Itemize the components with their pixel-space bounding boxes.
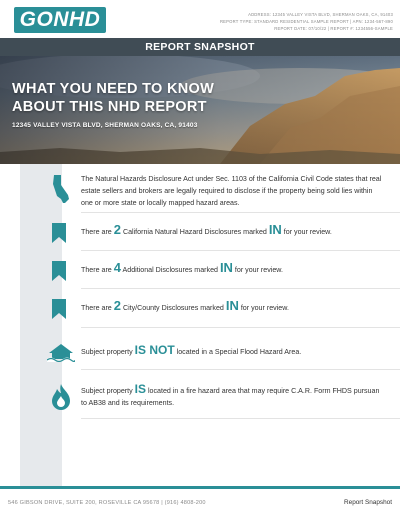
fire-icon [50,384,72,412]
fire-line-2: to AB38 and its requirements. [81,399,175,407]
summary-pre: There are [81,228,114,236]
intro-line-3: one or more state or locally mapped hazard areas. [81,199,240,207]
divider [81,250,400,251]
fire-post: located in a fire hazard area that may require C.A.R. Form FHDS pursuan [145,387,380,395]
fire-pre: Subject property [81,387,135,395]
fire-zone-status [81,383,399,409]
left-rail [20,164,62,486]
divider [81,288,400,289]
meta-report-date: REPORT DATE: 07/10/22 | REPORT #: 1234556-SAMPLE [274,26,393,31]
bookmark-icon [52,299,66,319]
disclosure-summary-2 [81,260,284,276]
page-header [0,0,400,38]
logo-text: GONHD [19,8,101,31]
report-snapshot-title: REPORT SNAPSHOT [145,41,255,53]
summary-mid: Additional Disclosures marked [120,266,220,274]
summary-mid: City/County Disclosures marked [120,304,226,312]
disclosure-count: 2 [113,298,121,313]
disclosure-count: 2 [113,222,121,237]
intro-line-2: estate sellers and brokers are legally required to disclose if the property being sold lies within [81,187,373,195]
summary-post: for your review. [232,266,284,274]
report-meta [220,11,393,32]
disclosure-summary-3 [81,298,289,314]
summary-pre: There are [81,266,114,274]
footer-address: 546 GIBSON DRIVE, SUITE 200, ROSEVILLE CA 95678 | (916) 4808-200 [8,500,206,506]
intro-line-1: The Natural Hazards Disclosure Act under Sec. 1103 of the California Civil Code states that real [81,175,382,183]
is-not-marker: IS NOT [134,343,175,357]
divider [81,327,400,328]
report-snapshot-bar [0,38,400,56]
hero-title [12,80,214,116]
hero-title-line-2: ABOUT THIS NHD REPORT [12,99,207,115]
divider [81,212,400,213]
is-marker: IS [134,382,146,396]
meta-address: ADDRESS: 12345 VALLEY VISTA BLVD, SHERMAN OAKS, CA, 91403 [248,12,393,17]
footer-page-label: Report Snapshot [344,499,392,506]
hero-address: 12345 VALLEY VISTA BLVD, SHERMAN OAKS, CA, 91403 [12,122,198,129]
gonhd-logo[interactable] [14,7,106,33]
flood-pre: Subject property [81,348,135,356]
hero-banner [0,56,400,164]
in-marker: IN [219,260,233,275]
disclosure-count: 4 [113,260,121,275]
divider [81,369,400,370]
hero-title-line-1: WHAT YOU NEED TO KNOW [12,81,215,97]
flood-zone-status [81,344,301,358]
in-marker: IN [268,222,282,237]
in-marker: IN [225,298,239,313]
california-state-icon [52,174,70,204]
intro-text [81,173,399,209]
flood-post: located in a Special Flood Hazard Area. [174,348,302,356]
summary-pre: There are [81,304,114,312]
summary-mid: California Natural Hazard Disclosures marked [120,228,269,236]
page-footer [0,486,400,517]
summary-post: for your review. [281,228,332,236]
summary-post: for your review. [238,304,289,312]
divider [81,418,400,419]
bookmark-icon [52,261,66,281]
footer-accent-line [0,486,400,489]
meta-report-type: REPORT TYPE: STANDARD RESIDENTIAL SAMPLE REPORT | APN: 1234-567-890 [219,19,393,24]
bookmark-icon [52,223,66,243]
disclosure-summary-1 [81,222,332,238]
flood-house-icon [47,342,75,362]
